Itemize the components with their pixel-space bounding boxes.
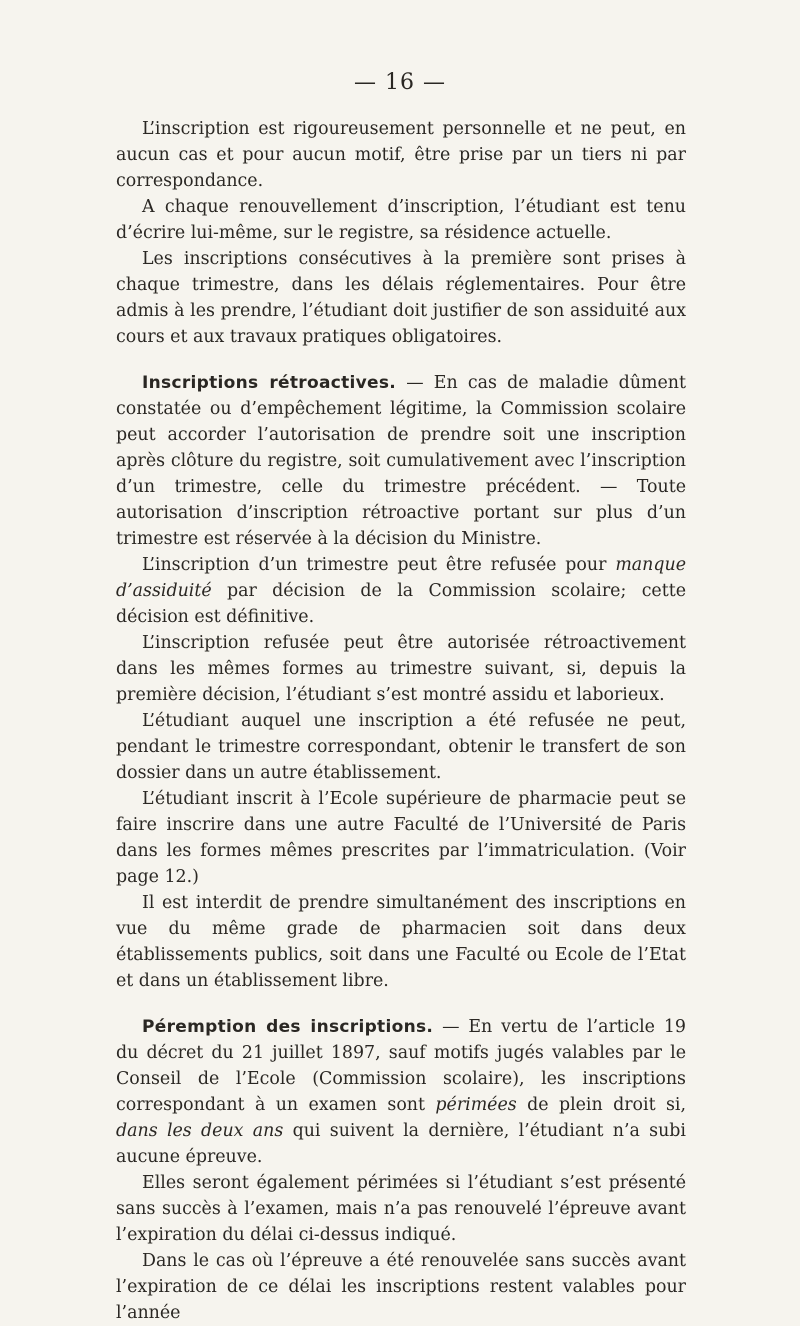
paragraph-renewed-without-success: Dans le cas où l’épreuve a été renouvelée sans succès avant l’expiration de ce délai les inscriptions restent valables pour l’année [116,1251,686,1323]
paragraph-renewal: A chaque renouvellement d’inscription, l’étudiant est tenu d’écrire lui-même, sur le registre, sa résidence actuelle. [116,197,686,243]
emphasis-dans-les-deux-ans: dans les deux ans [116,1121,284,1141]
emphasis-perimees: périmées [435,1095,517,1115]
paragraph-also-expired: Elles seront également périmées si l’étudiant s’est présenté sans succès à l’examen, mais n’a pas renouvelé l’épreuve avant l’expiration du délai ci-dessus indiqué. [116,1173,686,1245]
text-fragment: par décision de la Commission scolaire; cette décision est définitive. [116,581,686,627]
paragraph-refusal [116,552,686,630]
paragraph-simultaneous: Il est interdit de prendre simultanément des inscriptions en vue du même grade de pharmacien soit dans deux établissements publics, soit dans une Faculté ou Ecole de l’Etat et dans un établissement libre. [116,893,686,991]
text-fragment: L’inscription d’un trimestre peut être refusée pour [142,555,616,575]
section-text-retroactive: — En cas de maladie dûment constatée ou d’empêchement légitime, la Commission scolaire peut accorder l’autorisation de prendre soit une inscription après clôture du registre, soit cumulativement avec l’inscription d’un trimestre, celle du trimestre précédent. — Toute autorisation d’inscription rétroactive portant sur plus d’un trimestre est réservée à la décision du Ministre. [116,373,686,549]
text-fragment: de plein droit si, [516,1095,686,1115]
body-text [116,116,686,1326]
section-retroactive-inscriptions [116,370,686,552]
paragraph-personal-inscription: L’inscription est rigoureusement personnelle et ne peut, en aucun cas et pour aucun motif, être prise par un tiers ni par correspondance. [116,119,686,191]
paragraph-transfer: L’étudiant auquel une inscription a été refusée ne peut, pendant le trimestre correspondant, obtenir le transfert de son dossier dans un autre établissement. [116,711,686,783]
section-heading-peremption: Péremption des inscriptions. [142,1017,434,1037]
section-heading-retroactive: Inscriptions rétroactives. [142,373,397,393]
text-fragment: — En vertu de l’article 19 du décret du 21 juillet 1897, sauf motifs jugés valables par le Conseil de l’Ecole (Commission scolaire), les inscriptions correspondant à un examen sont [116,1017,686,1115]
section-peremption [116,1014,686,1170]
paragraph-refused-retroactive: L’inscription refusée peut être autorisée rétroactivement dans les mêmes formes au trimestre suivant, si, depuis la première décision, l’étudiant s’est montré assidu et laborieux. [116,633,686,705]
paragraph-consecutive-inscriptions: Les inscriptions consécutives à la première sont prises à chaque trimestre, dans les délais réglementaires. Pour être admis à les prendre, l’étudiant doit justifier de son assiduité aux cours et aux travaux pratiques obligatoires. [116,249,686,347]
emphasis-manque-assiduite: manque d’assiduité [116,555,686,601]
paragraph-other-faculty: L’étudiant inscrit à l’Ecole supérieure de pharmacie peut se faire inscrire dans une autre Faculté de l’Université de Paris dans les formes mêmes prescrites par l’immatriculation. (Voir page 12.) [116,789,686,887]
text-fragment: qui suivent la dernière, l’étudiant n’a subi aucune épreuve. [116,1121,686,1167]
page-number: — 16 — [354,70,446,95]
